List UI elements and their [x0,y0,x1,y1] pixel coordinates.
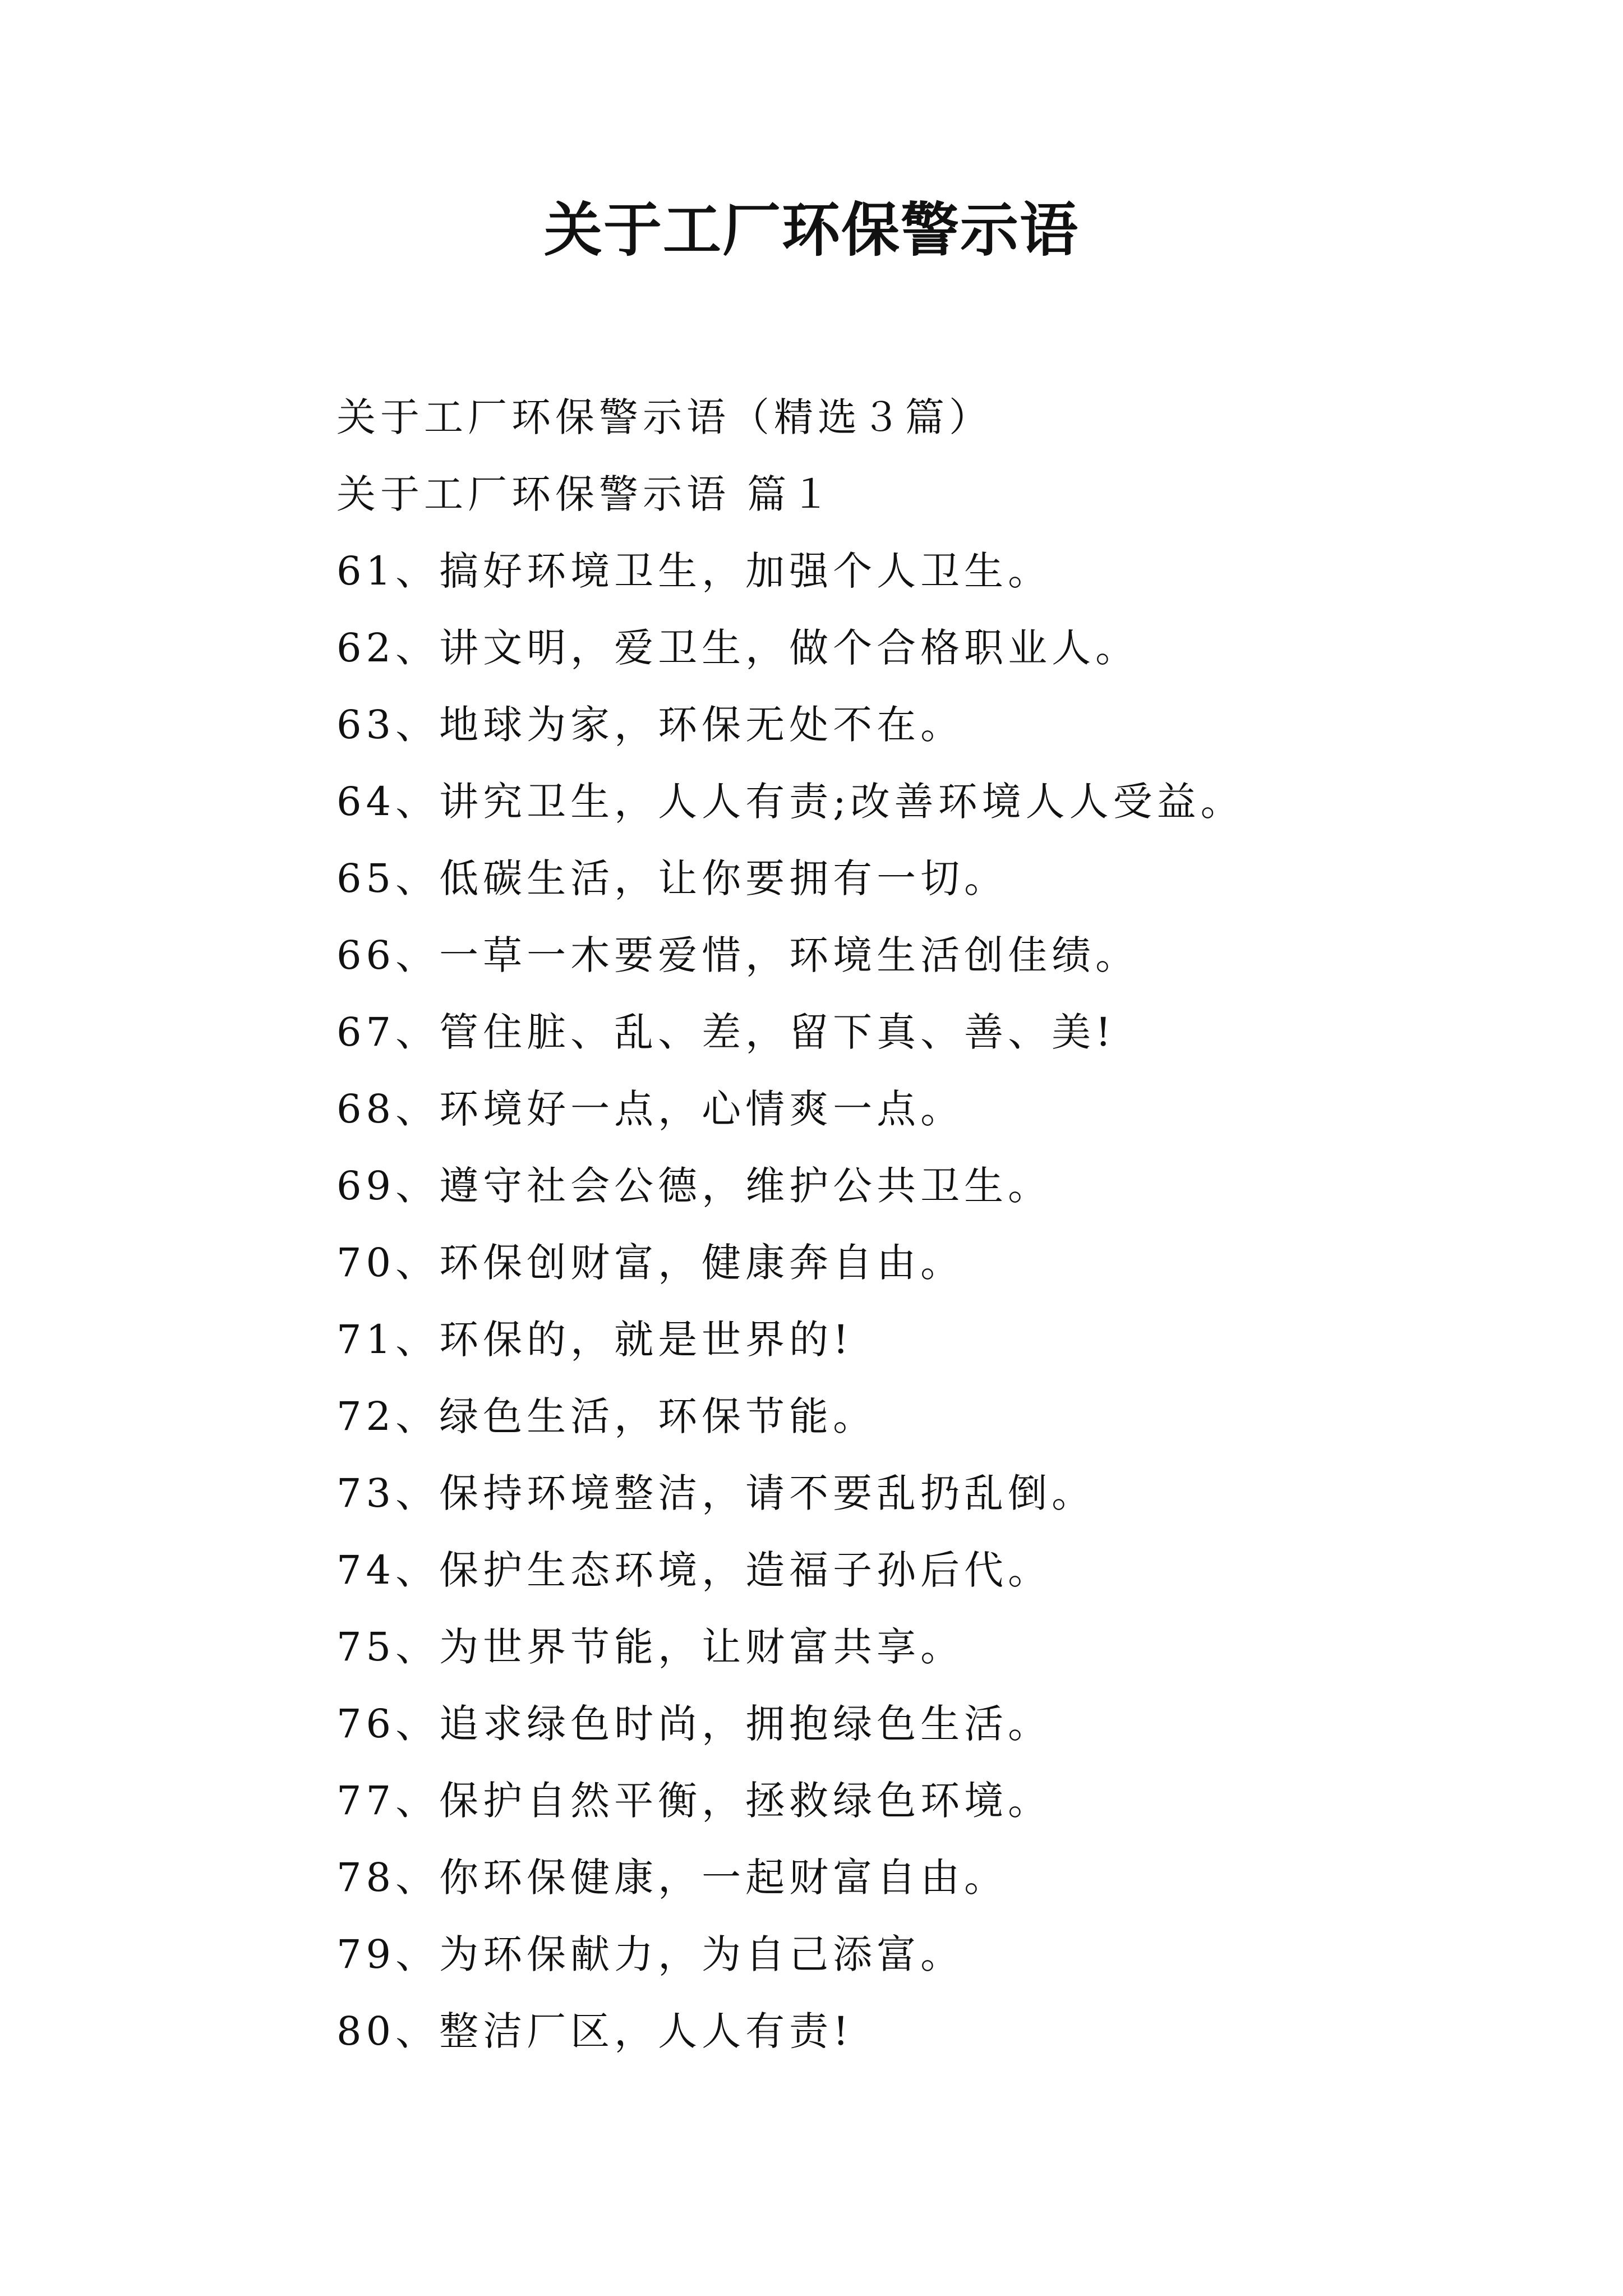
slogan-item-67: 67、管住脏、乱、差，留下真、善、美! [336,1009,1116,1055]
slogan-item-61: 61、搞好环境卫生，加强个人卫生。 [336,548,1052,594]
slogan-item-80: 80、整洁厂区，人人有责! [336,2008,854,2054]
slogan-item-70: 70、环保创财富，健康奔自由。 [336,1240,965,1286]
slogan-item-76: 76、追求绿色时尚，拥抱绿色生活。 [336,1701,1052,1747]
slogan-item-65: 65、低碳生活，让你要拥有一切。 [336,855,1008,901]
section-heading: 关于工厂环保警示语 篇１ [336,471,835,517]
slogan-item-64: 64、讲究卫生，人人有责;改善环境人人受益。 [336,779,1244,825]
slogan-item-68: 68、环境好一点，心情爽一点。 [336,1086,965,1132]
slogan-item-75: 75、为世界节能，让财富共享。 [336,1624,965,1670]
slogan-item-78: 78、你环保健康，一起财富自由。 [336,1855,1008,1901]
slogan-item-71: 71、环保的，就是世界的! [336,1317,854,1363]
slogan-item-66: 66、一草一木要爱惜，环境生活创佳绩。 [336,932,1140,978]
document-body [336,379,1570,2070]
slogan-item-73: 73、保持环境整洁，请不要乱扔乱倒。 [336,1470,1096,1516]
document-subtitle: 关于工厂环保警示语（精选３篇） [336,394,993,440]
document-title: 关于工厂环保警示语 [543,196,1079,264]
slogan-item-69: 69、遵守社会公德，维护公共卫生。 [336,1163,1052,1209]
slogan-item-74: 74、保护生态环境，造福子孙后代。 [336,1547,1052,1593]
slogan-item-63: 63、地球为家，环保无处不在。 [336,702,965,748]
slogan-item-79: 79、为环保献力，为自己添富。 [336,1931,965,1977]
slogan-item-62: 62、讲文明，爱卫生，做个合格职业人。 [336,625,1140,671]
slogan-item-77: 77、保护自然平衡，拯救绿色环境。 [336,1778,1052,1824]
slogan-item-72: 72、绿色生活，环保节能。 [336,1393,877,1439]
